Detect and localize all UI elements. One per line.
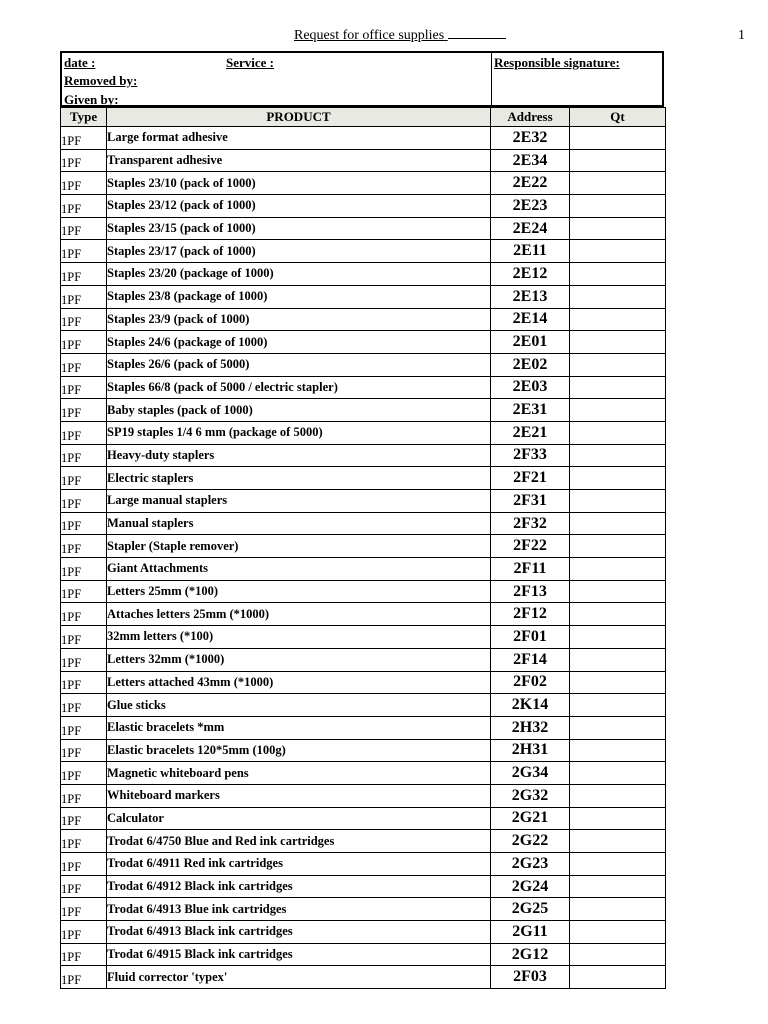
table-row — [61, 853, 666, 876]
table-row — [61, 263, 666, 286]
service-label: Service : — [226, 55, 275, 70]
row-quantity-cell[interactable] — [570, 648, 666, 671]
table-row — [61, 739, 666, 762]
table-row — [61, 671, 666, 694]
row-type-cell: 1PF — [61, 444, 107, 467]
table-row — [61, 648, 666, 671]
table-row — [61, 421, 666, 444]
row-quantity-cell[interactable] — [570, 807, 666, 830]
row-quantity-cell[interactable] — [570, 308, 666, 331]
row-address-cell: 2E23 — [491, 195, 570, 218]
row-address-cell: 2F01 — [491, 626, 570, 649]
row-quantity-cell[interactable] — [570, 149, 666, 172]
row-product-cell: Elastic bracelets *mm — [107, 716, 491, 739]
row-type-cell: 1PF — [61, 875, 107, 898]
row-product-cell: Staples 24/6 (package of 1000) — [107, 331, 491, 354]
table-row — [61, 966, 666, 989]
table-row — [61, 331, 666, 354]
table-row — [61, 467, 666, 490]
column-header-qt: Qt — [570, 108, 666, 127]
date-label: date : — [64, 55, 96, 70]
table-row — [61, 716, 666, 739]
row-quantity-cell[interactable] — [570, 875, 666, 898]
row-product-cell: Staples 23/12 (pack of 1000) — [107, 195, 491, 218]
column-header-address: Address — [491, 108, 570, 127]
row-type-cell: 1PF — [61, 217, 107, 240]
row-product-cell: Staples 23/15 (pack of 1000) — [107, 217, 491, 240]
page-title — [294, 28, 506, 44]
row-address-cell: 2H31 — [491, 739, 570, 762]
table-row — [61, 558, 666, 581]
row-product-cell: Trodat 6/4750 Blue and Red ink cartridges — [107, 830, 491, 853]
table-row — [61, 217, 666, 240]
row-type-cell: 1PF — [61, 943, 107, 966]
row-product-cell: Baby staples (pack of 1000) — [107, 399, 491, 422]
row-type-cell: 1PF — [61, 898, 107, 921]
row-product-cell: Calculator — [107, 807, 491, 830]
row-type-cell: 1PF — [61, 830, 107, 853]
row-quantity-cell[interactable] — [570, 830, 666, 853]
row-type-cell: 1PF — [61, 467, 107, 490]
row-product-cell: 32mm letters (*100) — [107, 626, 491, 649]
row-quantity-cell[interactable] — [570, 784, 666, 807]
row-quantity-cell[interactable] — [570, 353, 666, 376]
row-address-cell: 2E11 — [491, 240, 570, 263]
row-product-cell: Magnetic whiteboard pens — [107, 762, 491, 785]
row-address-cell: 2F02 — [491, 671, 570, 694]
table-row — [61, 285, 666, 308]
row-type-cell: 1PF — [61, 308, 107, 331]
row-quantity-cell[interactable] — [570, 580, 666, 603]
row-address-cell: 2F21 — [491, 467, 570, 490]
row-address-cell: 2F12 — [491, 603, 570, 626]
row-type-cell: 1PF — [61, 626, 107, 649]
row-address-cell: 2F33 — [491, 444, 570, 467]
table-row — [61, 898, 666, 921]
row-quantity-cell[interactable] — [570, 421, 666, 444]
row-quantity-cell[interactable] — [570, 444, 666, 467]
row-type-cell: 1PF — [61, 512, 107, 535]
row-address-cell: 2H32 — [491, 716, 570, 739]
row-type-cell: 1PF — [61, 716, 107, 739]
row-address-cell: 2G12 — [491, 943, 570, 966]
row-address-cell: 2E12 — [491, 263, 570, 286]
row-type-cell: 1PF — [61, 490, 107, 513]
row-address-cell: 2F32 — [491, 512, 570, 535]
row-address-cell: 2E21 — [491, 421, 570, 444]
signature-label: Responsible signature: — [494, 55, 620, 70]
table-row — [61, 830, 666, 853]
row-address-cell: 2G32 — [491, 784, 570, 807]
row-product-cell: Staples 23/20 (package of 1000) — [107, 263, 491, 286]
header-divider — [491, 53, 492, 105]
row-product-cell: Fluid corrector 'typex' — [107, 966, 491, 989]
page-number: 1 — [738, 28, 745, 43]
row-type-cell: 1PF — [61, 807, 107, 830]
row-quantity-cell[interactable] — [570, 558, 666, 581]
row-address-cell: 2K14 — [491, 694, 570, 717]
row-product-cell: Glue sticks — [107, 694, 491, 717]
row-address-cell: 2E01 — [491, 331, 570, 354]
row-address-cell: 2F14 — [491, 648, 570, 671]
row-address-cell: 2E34 — [491, 149, 570, 172]
row-product-cell: Giant Attachments — [107, 558, 491, 581]
row-type-cell: 1PF — [61, 580, 107, 603]
row-address-cell: 2G24 — [491, 875, 570, 898]
table-row — [61, 376, 666, 399]
row-product-cell: Transparent adhesive — [107, 149, 491, 172]
row-quantity-cell[interactable] — [570, 603, 666, 626]
table-row — [61, 694, 666, 717]
table-row — [61, 921, 666, 944]
table-row — [61, 127, 666, 150]
table-row — [61, 875, 666, 898]
row-product-cell: Staples 26/6 (pack of 5000) — [107, 353, 491, 376]
row-product-cell: Trodat 6/4912 Black ink cartridges — [107, 875, 491, 898]
row-quantity-cell[interactable] — [570, 217, 666, 240]
row-type-cell: 1PF — [61, 921, 107, 944]
row-type-cell: 1PF — [61, 966, 107, 989]
row-quantity-cell[interactable] — [570, 626, 666, 649]
table-row — [61, 762, 666, 785]
title-blank-line[interactable] — [448, 28, 506, 39]
row-address-cell: 2E31 — [491, 399, 570, 422]
row-product-cell: Letters 32mm (*1000) — [107, 648, 491, 671]
table-row — [61, 444, 666, 467]
table-row — [61, 626, 666, 649]
row-address-cell: 2F22 — [491, 535, 570, 558]
row-quantity-cell[interactable] — [570, 467, 666, 490]
row-product-cell: Staples 23/10 (pack of 1000) — [107, 172, 491, 195]
row-address-cell: 2F03 — [491, 966, 570, 989]
table-row — [61, 784, 666, 807]
table-row — [61, 149, 666, 172]
row-type-cell: 1PF — [61, 421, 107, 444]
table-row — [61, 353, 666, 376]
table-row — [61, 580, 666, 603]
row-address-cell: 2G22 — [491, 830, 570, 853]
row-type-cell: 1PF — [61, 739, 107, 762]
row-address-cell: 2G23 — [491, 853, 570, 876]
row-type-cell: 1PF — [61, 172, 107, 195]
row-address-cell: 2F13 — [491, 580, 570, 603]
row-quantity-cell[interactable] — [570, 285, 666, 308]
row-type-cell: 1PF — [61, 376, 107, 399]
row-type-cell: 1PF — [61, 127, 107, 150]
row-product-cell: Staples 23/9 (pack of 1000) — [107, 308, 491, 331]
row-quantity-cell[interactable] — [570, 172, 666, 195]
row-type-cell: 1PF — [61, 671, 107, 694]
row-quantity-cell[interactable] — [570, 240, 666, 263]
row-product-cell: Electric staplers — [107, 467, 491, 490]
row-product-cell: Elastic bracelets 120*5mm (100g) — [107, 739, 491, 762]
row-type-cell: 1PF — [61, 353, 107, 376]
row-address-cell: 2E22 — [491, 172, 570, 195]
row-address-cell: 2G25 — [491, 898, 570, 921]
table-row — [61, 603, 666, 626]
row-product-cell: Large manual staplers — [107, 490, 491, 513]
row-quantity-cell[interactable] — [570, 263, 666, 286]
table-row — [61, 172, 666, 195]
row-type-cell: 1PF — [61, 285, 107, 308]
row-address-cell: 2E13 — [491, 285, 570, 308]
row-product-cell: Large format adhesive — [107, 127, 491, 150]
row-quantity-cell[interactable] — [570, 512, 666, 535]
row-quantity-cell[interactable] — [570, 694, 666, 717]
row-quantity-cell[interactable] — [570, 762, 666, 785]
row-product-cell: Stapler (Staple remover) — [107, 535, 491, 558]
row-address-cell: 2G11 — [491, 921, 570, 944]
row-product-cell: SP19 staples 1/4 6 mm (package of 5000) — [107, 421, 491, 444]
row-product-cell: Manual staplers — [107, 512, 491, 535]
request-header-box — [60, 51, 664, 107]
row-address-cell: 2E03 — [491, 376, 570, 399]
row-type-cell: 1PF — [61, 240, 107, 263]
row-address-cell: 2E14 — [491, 308, 570, 331]
row-type-cell: 1PF — [61, 331, 107, 354]
row-quantity-cell[interactable] — [570, 535, 666, 558]
row-type-cell: 1PF — [61, 853, 107, 876]
table-header-row — [61, 108, 666, 127]
row-type-cell: 1PF — [61, 694, 107, 717]
row-product-cell: Staples 23/8 (package of 1000) — [107, 285, 491, 308]
row-address-cell: 2F31 — [491, 490, 570, 513]
row-type-cell: 1PF — [61, 603, 107, 626]
row-product-cell: Letters 25mm (*100) — [107, 580, 491, 603]
row-product-cell: Trodat 6/4913 Black ink cartridges — [107, 921, 491, 944]
row-quantity-cell[interactable] — [570, 127, 666, 150]
row-product-cell: Attaches letters 25mm (*1000) — [107, 603, 491, 626]
row-type-cell: 1PF — [61, 399, 107, 422]
row-quantity-cell[interactable] — [570, 739, 666, 762]
row-address-cell: 2E32 — [491, 127, 570, 150]
row-quantity-cell[interactable] — [570, 898, 666, 921]
row-product-cell: Staples 23/17 (pack of 1000) — [107, 240, 491, 263]
row-quantity-cell[interactable] — [570, 966, 666, 989]
supplies-table — [60, 107, 666, 989]
row-quantity-cell[interactable] — [570, 331, 666, 354]
given-by-label: Given by: — [64, 92, 119, 107]
row-quantity-cell[interactable] — [570, 943, 666, 966]
table-row — [61, 399, 666, 422]
row-product-cell: Trodat 6/4915 Black ink cartridges — [107, 943, 491, 966]
table-row — [61, 240, 666, 263]
row-type-cell: 1PF — [61, 149, 107, 172]
row-type-cell: 1PF — [61, 784, 107, 807]
row-product-cell: Letters attached 43mm (*1000) — [107, 671, 491, 694]
row-address-cell: 2F11 — [491, 558, 570, 581]
row-address-cell: 2G34 — [491, 762, 570, 785]
table-row — [61, 535, 666, 558]
row-type-cell: 1PF — [61, 648, 107, 671]
table-row — [61, 943, 666, 966]
row-quantity-cell[interactable] — [570, 490, 666, 513]
removed-by-label: Removed by: — [64, 73, 138, 88]
row-type-cell: 1PF — [61, 263, 107, 286]
page-title-text: Request for office supplies — [294, 28, 445, 43]
row-product-cell: Trodat 6/4913 Blue ink cartridges — [107, 898, 491, 921]
table-row — [61, 490, 666, 513]
row-type-cell: 1PF — [61, 195, 107, 218]
row-quantity-cell[interactable] — [570, 399, 666, 422]
row-quantity-cell[interactable] — [570, 716, 666, 739]
row-product-cell: Staples 66/8 (pack of 5000 / electric stapler) — [107, 376, 491, 399]
row-address-cell: 2E24 — [491, 217, 570, 240]
table-row — [61, 807, 666, 830]
row-address-cell: 2G21 — [491, 807, 570, 830]
row-quantity-cell[interactable] — [570, 853, 666, 876]
row-product-cell: Trodat 6/4911 Red ink cartridges — [107, 853, 491, 876]
row-quantity-cell[interactable] — [570, 195, 666, 218]
row-quantity-cell[interactable] — [570, 921, 666, 944]
table-row — [61, 512, 666, 535]
row-address-cell: 2E02 — [491, 353, 570, 376]
row-type-cell: 1PF — [61, 762, 107, 785]
row-quantity-cell[interactable] — [570, 671, 666, 694]
table-row — [61, 308, 666, 331]
row-product-cell: Whiteboard markers — [107, 784, 491, 807]
row-type-cell: 1PF — [61, 535, 107, 558]
table-row — [61, 195, 666, 218]
row-product-cell: Heavy-duty staplers — [107, 444, 491, 467]
row-type-cell: 1PF — [61, 558, 107, 581]
column-header-type: Type — [61, 108, 107, 127]
row-quantity-cell[interactable] — [570, 376, 666, 399]
column-header-product: PRODUCT — [107, 108, 491, 127]
